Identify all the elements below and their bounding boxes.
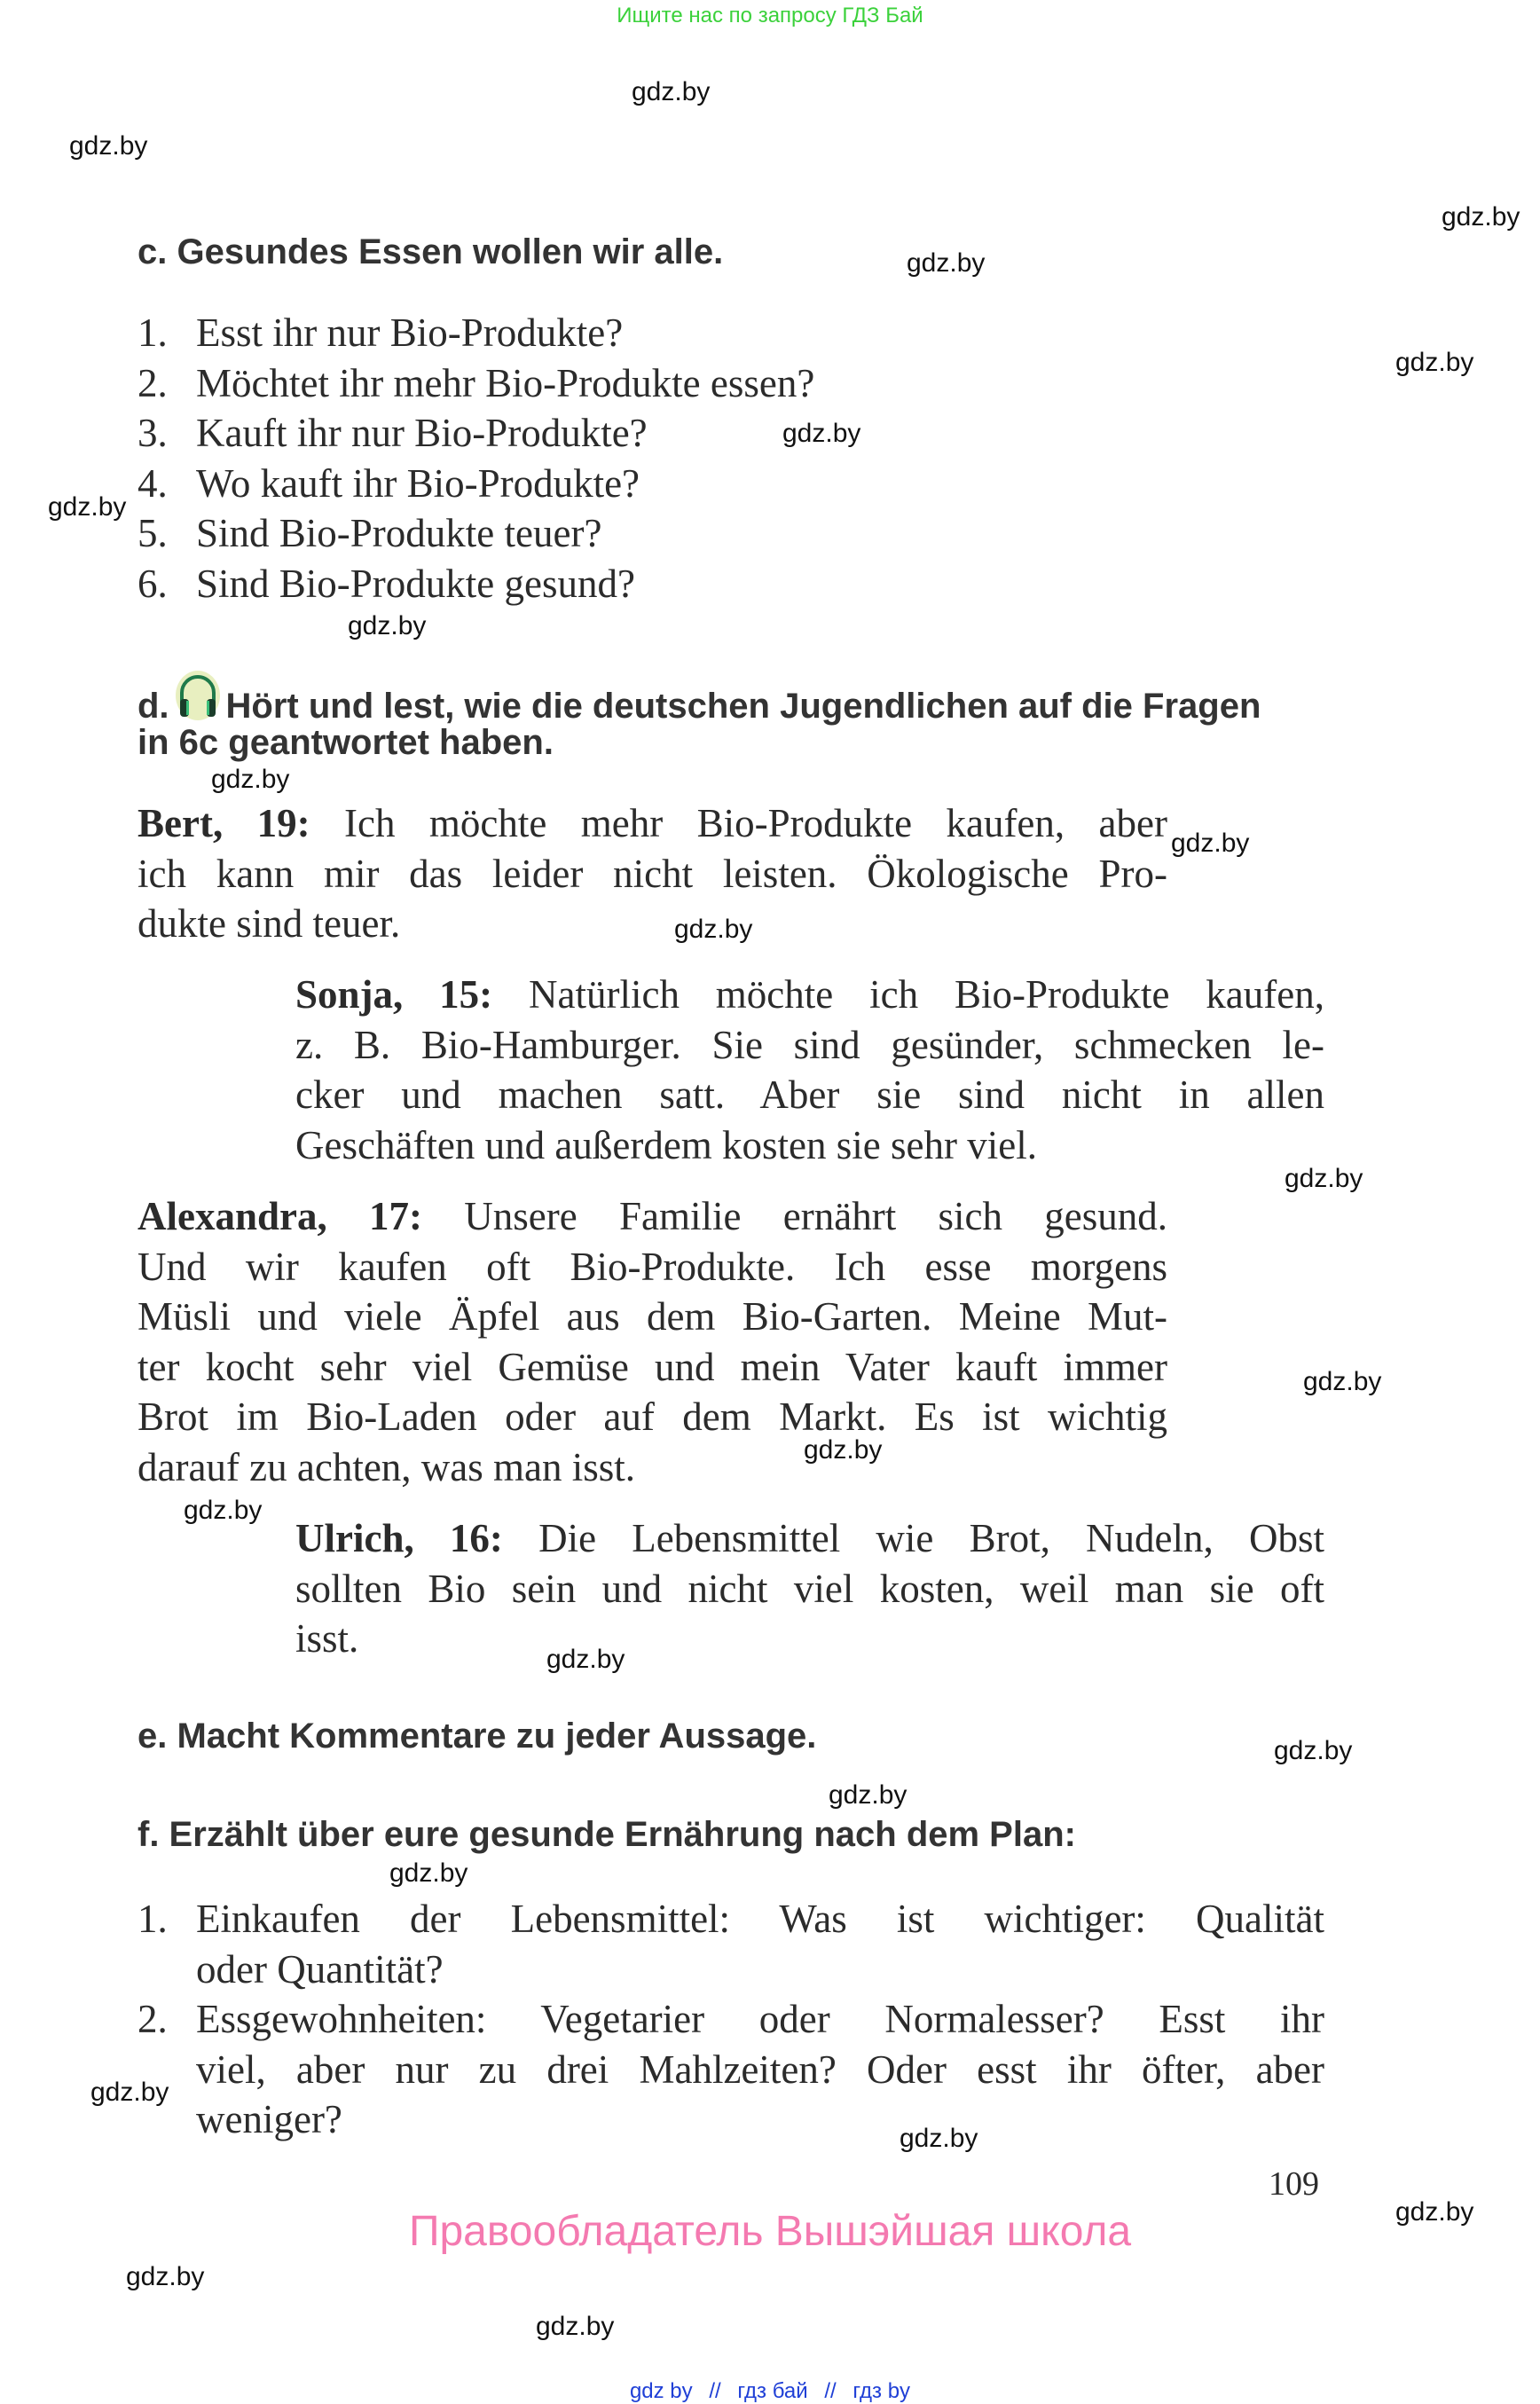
list-item: 4. Wo kauft ihr Bio-Produkte?: [138, 460, 640, 506]
watermark: gdz.by: [782, 419, 861, 448]
watermark: gdz.by: [1395, 2197, 1474, 2227]
statement-ulrich: Ulrich, 16: Die Lebensmittel wie Brot, Nudeln, Obst sollten Bio sein und nicht viel kosten, weil man sie oft isst.: [295, 1516, 1324, 1662]
page-number: 109: [1269, 2165, 1319, 2203]
watermark: gdz.by: [1285, 1164, 1363, 1193]
watermark: gdz.by: [1171, 829, 1250, 858]
rights-holder: Правообладатель Вышэйшая школа: [408, 2208, 1132, 2255]
plan-list: [138, 1894, 1324, 2145]
watermark: gdz.by: [674, 915, 753, 944]
watermark: gdz.by: [900, 2124, 978, 2153]
watermark: gdz.by: [184, 1496, 263, 1525]
statement-alexandra: Alexandra, 17: Unsere Familie ernährt sich gesund. Und wir kaufen oft Bio-Produkte. Ich esse morgens Müsli und viele Äpfel aus dem Bio-Garten. Meine Mut- ter kocht sehr viel Gemüse und mein Vater kauft immer Brot im Bio-Laden oder auf dem Markt. Es ist wichtig darauf zu achten, was man isst.: [138, 1194, 1167, 1489]
watermark: gdz.by: [389, 1858, 468, 1888]
list-item: 1. Esst ihr nur Bio-Produkte?: [138, 310, 624, 355]
watermark: gdz.by: [126, 2262, 205, 2291]
watermark: gdz.by: [1274, 1736, 1353, 1765]
watermark: gdz.by: [907, 248, 986, 278]
statement-sonja: Sonja, 15: Natürlich möchte ich Bio-Produkte kaufen, z. B. Bio-Hamburger. Sie sind gesünder, schmecken le- cker und machen satt. Aber sie sind nicht in allen Geschäften und außerdem kosten sie sehr viel.: [295, 972, 1324, 1167]
watermark: gdz.by: [69, 131, 148, 161]
list-item: 2. Essgewohnheiten: Vegetarier oder Normalesser? Esst ihr viel, aber nur zu drei Mahlzeiten? Oder esst ihr öfter, aber weniger?: [138, 1997, 1324, 2142]
watermark: gdz.by: [1303, 1367, 1382, 1396]
section-d-heading-cont: in 6c geantwortet haben.: [138, 723, 554, 762]
watermark: gdz.by: [804, 1435, 883, 1465]
headphones-icon[interactable]: [175, 670, 221, 721]
watermark: gdz.by: [632, 77, 711, 106]
footer-link-gdz-by[interactable]: gdz by: [629, 2379, 693, 2403]
list-item: 6. Sind Bio-Produkte gesund?: [138, 561, 635, 606]
watermark: gdz.by: [536, 2312, 615, 2341]
list-item: 2. Möchtet ihr mehr Bio-Produkte essen?: [138, 360, 815, 405]
question-list: [138, 308, 1025, 609]
section-e-heading: e. Macht Kommentare zu jeder Aussage.: [138, 1717, 817, 1756]
watermark: gdz.by: [1442, 202, 1520, 232]
footer-link-gdz-by-cyr[interactable]: гдз by: [852, 2379, 911, 2403]
watermark: gdz.by: [546, 1645, 625, 1674]
list-item: 1. Einkaufen der Lebensmittel: Was ist wichtiger: Qualität oder Quantität?: [138, 1897, 1324, 1992]
watermark: gdz.by: [48, 492, 127, 522]
watermark: gdz.by: [829, 1780, 908, 1810]
watermark: gdz.by: [211, 765, 290, 794]
statement-bert: Bert, 19: Ich möchte mehr Bio-Produkte kaufen, aber ich kann mir das leider nicht leisten. Ökologische Pro- dukte sind teuer.: [138, 801, 1167, 947]
list-item: 5. Sind Bio-Produkte teuer?: [138, 511, 602, 556]
section-c-heading: c. Gesundes Essen wollen wir alle.: [138, 232, 724, 271]
watermark: gdz.by: [1395, 348, 1474, 377]
footer-link-gdz-bai[interactable]: гдз бай: [737, 2379, 808, 2403]
watermark: gdz.by: [348, 611, 427, 640]
separator: //: [824, 2379, 837, 2403]
section-f-heading: f. Erzählt über eure gesunde Ernährung nach dem Plan:: [138, 1815, 1076, 1854]
section-d-heading: d. Hört und lest, wie die deutschen Jugendlichen auf die Fragen: [138, 670, 1261, 727]
watermark: gdz.by: [90, 2078, 169, 2107]
list-item: 3. Kauft ihr nur Bio-Produkte?: [138, 411, 648, 456]
separator: //: [709, 2379, 721, 2403]
top-banner[interactable]: Ищите нас по запросу ГДЗ Бай: [617, 4, 923, 27]
footer-links: [0, 2379, 1540, 2404]
